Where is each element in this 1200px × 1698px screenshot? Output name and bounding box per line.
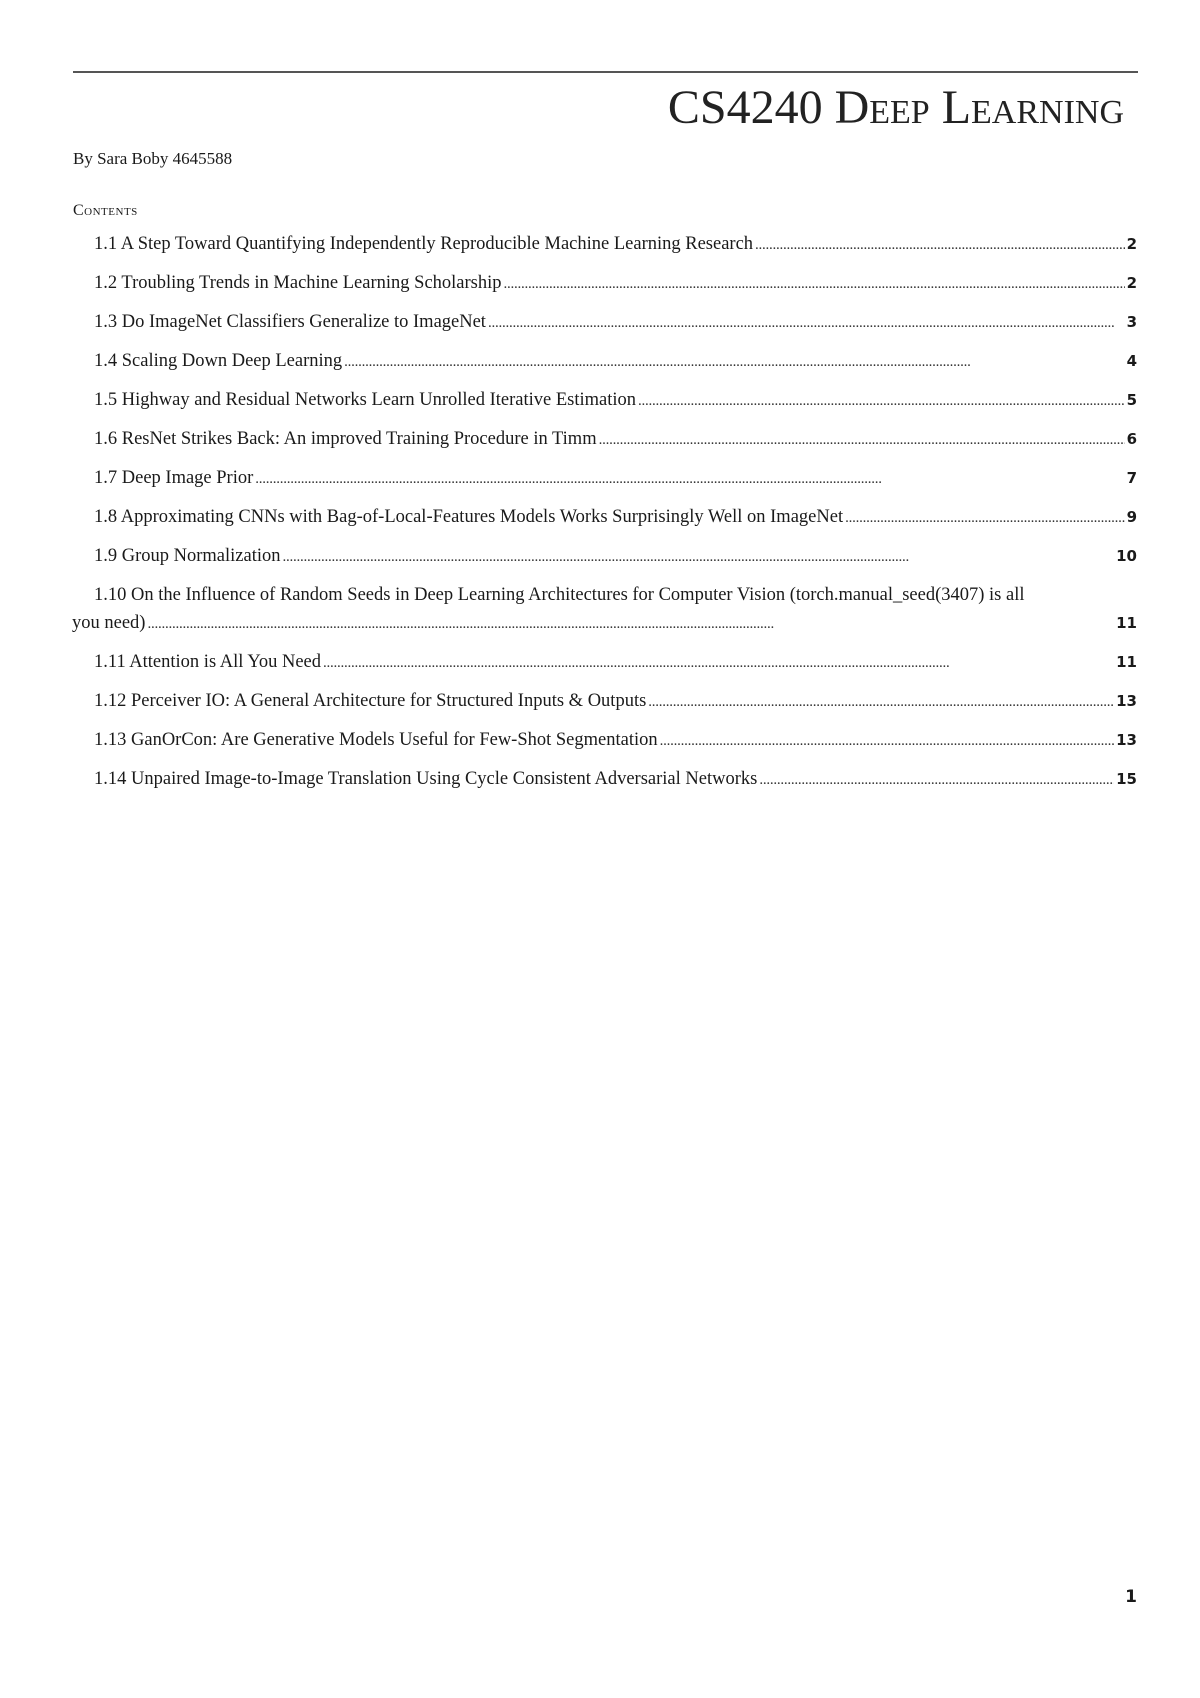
toc-entry-title-line1[interactable]: 1.10 On the Influence of Random Seeds in Deep Learning Architectures for Computer Vision (torch.manual_seed(3407) is all bbox=[94, 585, 1025, 605]
document-title: CS4240 Deep Learning bbox=[667, 81, 1124, 134]
toc-entry-1-5[interactable] bbox=[94, 386, 1137, 415]
toc-heading: Contents bbox=[73, 202, 138, 219]
toc-entry-page[interactable]: 13 bbox=[1116, 731, 1137, 749]
toc-entry-title[interactable]: 1.12 Perceiver IO: A General Architecture for Structured Inputs & Outputs bbox=[94, 691, 647, 711]
toc-entry-title[interactable]: 1.14 Unpaired Image-to-Image Translation Using Cycle Consistent Adversarial Networks bbox=[94, 769, 758, 789]
toc-entry-title[interactable]: 1.7 Deep Image Prior bbox=[94, 468, 254, 488]
toc-leader-dots bbox=[323, 648, 1114, 677]
toc-entry-page[interactable]: 11 bbox=[1116, 614, 1137, 632]
toc-entry-title[interactable]: 1.8 Approximating CNNs with Bag-of-Local-Features Models Works Surprisingly Well on ImageNet bbox=[94, 507, 844, 527]
toc-entry-page[interactable]: 2 bbox=[1126, 274, 1137, 292]
toc-leader-dots bbox=[283, 542, 1115, 571]
toc-entry-title[interactable]: 1.13 GanOrCon: Are Generative Models Useful for Few-Shot Segmentation bbox=[94, 730, 658, 750]
toc-entry-1-11[interactable] bbox=[94, 648, 1137, 677]
table-of-contents bbox=[72, 230, 1137, 804]
toc-entry-title[interactable]: 1.6 ResNet Strikes Back: An improved Training Procedure in Timm bbox=[94, 429, 597, 449]
toc-entry-1-4[interactable] bbox=[94, 347, 1137, 376]
toc-leader-dots bbox=[660, 726, 1114, 755]
toc-entry-1-13[interactable] bbox=[94, 726, 1137, 755]
toc-entry-1-10[interactable] bbox=[72, 581, 1137, 638]
toc-entry-1-3[interactable] bbox=[94, 308, 1137, 337]
toc-leader-dots bbox=[648, 687, 1114, 716]
toc-entry-page[interactable]: 3 bbox=[1126, 313, 1137, 331]
toc-entry-1-9[interactable] bbox=[94, 542, 1137, 571]
toc-leader-dots bbox=[488, 308, 1125, 337]
toc-entry-1-6[interactable] bbox=[94, 425, 1137, 454]
toc-entry-page[interactable]: 11 bbox=[1116, 653, 1137, 671]
toc-leader-dots bbox=[638, 386, 1125, 415]
header-rule bbox=[73, 71, 1138, 73]
toc-entry-title[interactable]: 1.5 Highway and Residual Networks Learn Unrolled Iterative Estimation bbox=[94, 390, 637, 410]
toc-leader-dots bbox=[255, 464, 1124, 493]
toc-entry-page[interactable]: 7 bbox=[1126, 469, 1137, 487]
toc-entry-page[interactable]: 2 bbox=[1126, 235, 1137, 253]
toc-leader-dots bbox=[759, 765, 1114, 794]
toc-entry-1-8[interactable] bbox=[94, 503, 1137, 532]
toc-entry-title[interactable]: 1.3 Do ImageNet Classifiers Generalize to ImageNet bbox=[94, 312, 486, 332]
toc-entry-title[interactable]: 1.1 A Step Toward Quantifying Independently Reproducible Machine Learning Research bbox=[94, 234, 754, 254]
page-number: 1 bbox=[1125, 1587, 1137, 1607]
toc-leader-dots bbox=[147, 609, 1114, 638]
toc-entry-page[interactable]: 6 bbox=[1126, 430, 1137, 448]
toc-entry-1-14[interactable] bbox=[94, 765, 1137, 794]
toc-entry-title[interactable]: 1.9 Group Normalization bbox=[94, 546, 281, 566]
toc-entry-1-12[interactable] bbox=[94, 687, 1137, 716]
toc-leader-dots bbox=[504, 269, 1125, 298]
toc-entry-1-1[interactable] bbox=[94, 230, 1137, 259]
toc-leader-dots bbox=[755, 230, 1125, 259]
toc-entry-page[interactable]: 5 bbox=[1126, 391, 1137, 409]
toc-entry-1-2[interactable] bbox=[94, 269, 1137, 298]
toc-leader-dots bbox=[344, 347, 1124, 376]
toc-entry-page[interactable]: 15 bbox=[1116, 770, 1137, 788]
toc-entry-title-line2[interactable]: you need) bbox=[72, 613, 146, 633]
toc-entry-page[interactable]: 13 bbox=[1116, 692, 1137, 710]
toc-entry-page[interactable]: 4 bbox=[1126, 352, 1137, 370]
author-line: By Sara Boby 4645588 bbox=[73, 149, 233, 168]
toc-entry-1-7[interactable] bbox=[94, 464, 1137, 493]
toc-entry-title[interactable]: 1.2 Troubling Trends in Machine Learning Scholarship bbox=[94, 273, 502, 293]
toc-entry-page[interactable]: 9 bbox=[1126, 508, 1137, 526]
toc-leader-dots bbox=[599, 425, 1125, 454]
toc-entry-page[interactable]: 10 bbox=[1116, 547, 1137, 565]
toc-entry-title[interactable]: 1.11 Attention is All You Need bbox=[94, 652, 321, 672]
toc-entry-title[interactable]: 1.4 Scaling Down Deep Learning bbox=[94, 351, 343, 371]
toc-leader-dots bbox=[845, 503, 1124, 532]
